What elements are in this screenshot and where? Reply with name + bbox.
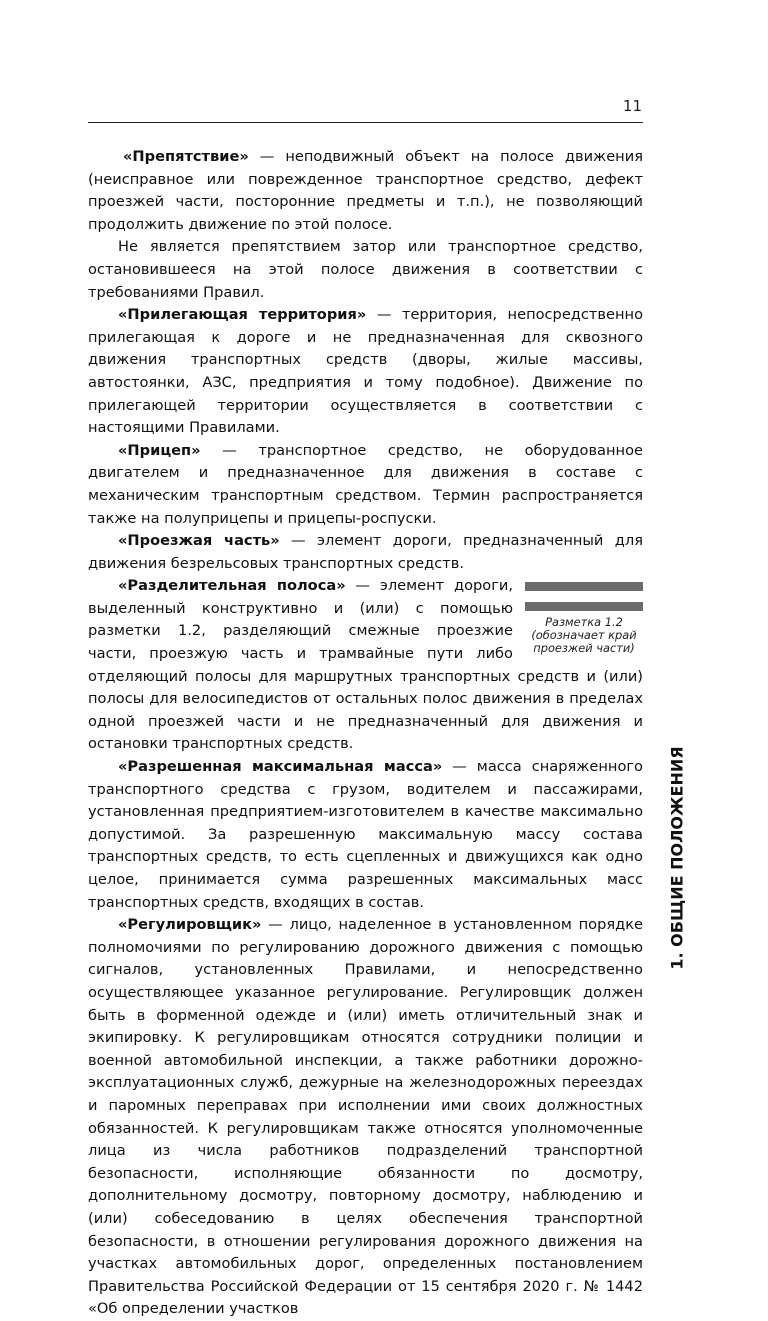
figure-caption xyxy=(525,616,643,655)
definition-text: — транспортное средство, не оборудованное двигателем и предназначенное для движения в составе с механическим транспортным средством. Термин распространяется также на полуприцепы и прицепы-роспуски. xyxy=(88,441,643,527)
chapter-title: 1. ОБЩИЕ ПОЛОЖЕНИЯ xyxy=(667,746,687,970)
paragraph-text: Не является препятствием затор или транспортное средство, остановившееся на этой полосе движения в соответствии с требованиями Правил. xyxy=(88,238,643,301)
definition-term: «Препятствие» xyxy=(123,148,249,165)
definition-term: «Прицеп» xyxy=(118,441,201,459)
definition-text: — территория, непосредственно прилегающая к дороге и не предназначенная для сквозного движения транспортных средств (дворы, жилые массивы, автостоянки, АЗС, предприятия и тому подобное). Движение по прилегающей территории осуществляется в соответствии с настоящими Правилами. xyxy=(88,306,644,437)
marking-line-bottom xyxy=(525,602,643,611)
definition-term: «Проезжая часть» xyxy=(118,532,280,550)
definition-text: — элемент дороги, предназначенный для движения безрельсовых транспортных средств. xyxy=(88,532,643,572)
marking-figure xyxy=(525,580,643,655)
caption-line: (обозначает край xyxy=(531,628,637,643)
definition-term: «Прилегающая территория» xyxy=(118,306,367,324)
definition-regulirovshchik xyxy=(88,914,643,1321)
definition-text: — неподвижный объект на полосе движения (неисправное или поврежденное транспортное средство, дефект проезжей части, посторонние предметы и т.п.), не позволяющий продолжить движение по этой полосе. xyxy=(88,148,643,233)
definition-term: «Разделительная полоса» xyxy=(118,577,346,595)
chapter-side-tab xyxy=(666,708,688,1008)
definition-prilegayushchaya-territoriya xyxy=(88,304,643,440)
definition-pritsep xyxy=(88,440,643,530)
header-rule xyxy=(88,122,643,123)
caption-line: проезжей части) xyxy=(533,641,635,656)
page-number: 11 xyxy=(622,97,642,115)
definition-proezzhaya-chast xyxy=(88,530,643,575)
definition-text: — элемент дороги, выделенный конструктивно и (или) с помощью разметки 1.2, разделяющий смежные проезжие части, проезжую часть и трамвайные пути либо отделяющий полосы для маршрутных транспортных средств и (или) полосы для велосипедистов от остальных полос движения в пределах одной проезжей части и не предназначенный для движения и остановки транспортных средств. xyxy=(88,577,643,753)
caption-line: Разметка 1.2 xyxy=(545,615,623,630)
definition-term: «Регулировщик» xyxy=(118,916,262,934)
page-body xyxy=(88,146,643,1321)
definition-text: — масса снаряженного транспортного средства с грузом, водителем и пассажирами, установленная предприятием-изготовителем в качестве максимально допустимой. За разрешенную максимальную массу состава транспортных средств, то есть сцепленных и движущихся как одно целое, принимается сумма разрешенных максимальных масс транспортных средств, входящих в состав. xyxy=(88,758,643,911)
definition-text: — лицо, наделенное в установленном порядке полномочиями по регулированию дорожного движения с помощью сигналов, установленных Правилами, и непосредственно осуществляющее указанное регулирование. Регулировщик должен быть в форменной одежде и (или) иметь отличительный знак и экипировку. К регулировщикам относятся сотрудники полиции и военной автомобильной инспекции, а также работники дорожно-эксплуатационных служб, дежурные на железнодорожных переездах и паромных переправах при исполнении ими своих должностных обязанностей. К регулировщикам также относятся уполномоченные лица из числа работников подразделений транспортной безопасности, исполняющие обязанности по досмотру, дополнительному досмотру, повторному досмотру, наблюдению и (или) собеседованию в целях обеспечения транспортной безопасности, в отношении регулирования дорожного движения на участках автомобильных дорог, определенных постановлением Правительства Российской Федерации от 15 сентября 2020 г. № 1442 «Об определении участков xyxy=(88,916,643,1318)
marking-line-top xyxy=(525,582,643,591)
definition-term: «Разрешенная максимальная масса» xyxy=(118,758,443,776)
definition-razreshennaya-massa xyxy=(88,756,643,914)
paragraph-note xyxy=(88,236,643,304)
definition-prepyatstvie xyxy=(88,146,643,236)
